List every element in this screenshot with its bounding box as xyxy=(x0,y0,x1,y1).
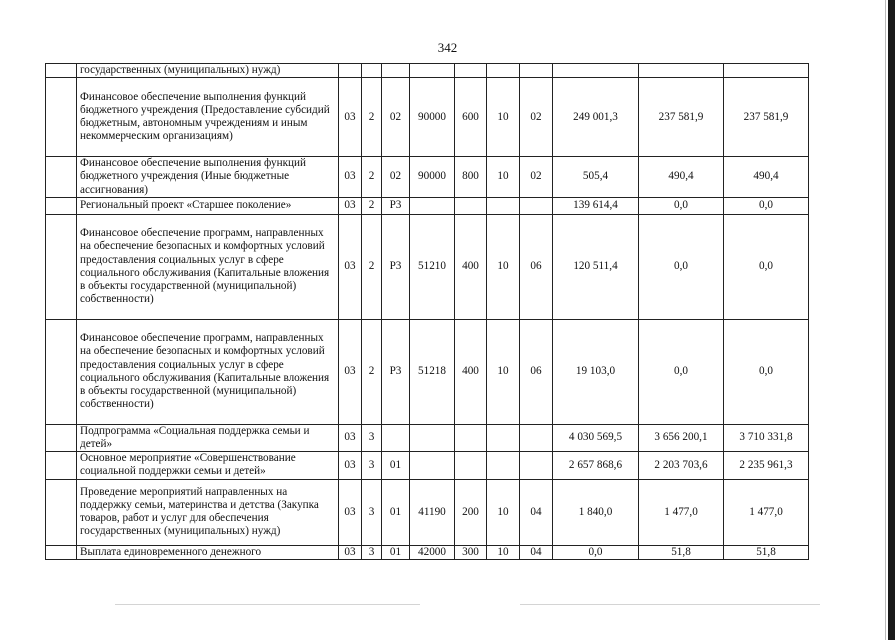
table-row xyxy=(46,319,809,424)
row-code-c7 xyxy=(520,197,553,214)
row-code-c5 xyxy=(455,452,487,479)
row-amount-v2: 0,0 xyxy=(639,319,724,424)
row-description: Финансовое обеспечение программ, направленных на обеспечение безопасных и комфортных условий предоставления социальных услуг в сфере социального обслуживания (Капитальные вложения в объекты государственной (муниципальной) собственности) xyxy=(77,214,339,319)
row-amount-v3: 51,8 xyxy=(724,545,809,559)
row-code-c2: 2 xyxy=(362,214,382,319)
row-amount-v2: 490,4 xyxy=(639,157,724,198)
row-description: Подпрограмма «Социальная поддержка семьи и детей» xyxy=(77,424,339,451)
row-description: Выплата единовременного денежного xyxy=(77,545,339,559)
row-code-c1: 03 xyxy=(339,78,362,157)
table-row xyxy=(46,479,809,545)
row-amount-v3: 0,0 xyxy=(724,319,809,424)
row-code-c6 xyxy=(487,424,520,451)
row-code-c6 xyxy=(487,452,520,479)
row-code-c4 xyxy=(410,197,455,214)
row-code-c7: 06 xyxy=(520,319,553,424)
scan-dark-edge xyxy=(888,0,895,640)
row-code-c4: 90000 xyxy=(410,78,455,157)
row-description: Проведение мероприятий направленных на поддержку семьи, материнства и детства (Закупка товаров, работ и услуг для обеспечения государственных (муниципальных) нужд) xyxy=(77,479,339,545)
row-code-c4 xyxy=(410,452,455,479)
row-code-c4 xyxy=(410,424,455,451)
row-description: Финансовое обеспечение выполнения функций бюджетного учреждения (Иные бюджетные ассигнования) xyxy=(77,157,339,198)
row-code-c2: 2 xyxy=(362,197,382,214)
row-code-c5 xyxy=(455,424,487,451)
row-code-c2: 3 xyxy=(362,424,382,451)
row-code-c4 xyxy=(410,64,455,78)
row-code-c5 xyxy=(455,64,487,78)
table-row xyxy=(46,64,809,78)
row-amount-v1 xyxy=(553,64,639,78)
row-code-c4: 41190 xyxy=(410,479,455,545)
row-code-c7 xyxy=(520,64,553,78)
row-amount-v2: 0,0 xyxy=(639,197,724,214)
row-amount-v1: 120 511,4 xyxy=(553,214,639,319)
row-code-c2: 3 xyxy=(362,479,382,545)
row-code-c3: P3 xyxy=(382,197,410,214)
row-blank-cell xyxy=(46,197,77,214)
table-row xyxy=(46,214,809,319)
page-number: 342 xyxy=(437,40,458,55)
row-code-c3: P3 xyxy=(382,214,410,319)
row-amount-v3: 0,0 xyxy=(724,197,809,214)
row-code-c5 xyxy=(455,197,487,214)
row-code-c2: 2 xyxy=(362,319,382,424)
row-amount-v2: 1 477,0 xyxy=(639,479,724,545)
row-code-c7: 02 xyxy=(520,157,553,198)
row-code-c4: 51218 xyxy=(410,319,455,424)
row-amount-v2: 2 203 703,6 xyxy=(639,452,724,479)
row-code-c1: 03 xyxy=(339,452,362,479)
row-code-c7: 02 xyxy=(520,78,553,157)
row-amount-v1: 1 840,0 xyxy=(553,479,639,545)
row-code-c6 xyxy=(487,197,520,214)
row-description: Финансовое обеспечение программ, направленных на обеспечение безопасных и комфортных условий предоставления социальных услуг в сфере социального обслуживания (Капитальные вложения в объекты государственной (муниципальной) собственности) xyxy=(77,319,339,424)
row-blank-cell xyxy=(46,452,77,479)
table-row xyxy=(46,197,809,214)
row-code-c6 xyxy=(487,64,520,78)
row-code-c1: 03 xyxy=(339,197,362,214)
row-blank-cell xyxy=(46,319,77,424)
row-code-c4: 42000 xyxy=(410,545,455,559)
table-row xyxy=(46,452,809,479)
row-code-c1: 03 xyxy=(339,424,362,451)
scan-artifact-line xyxy=(115,604,420,605)
row-code-c3: P3 xyxy=(382,319,410,424)
row-code-c3: 02 xyxy=(382,157,410,198)
row-code-c5: 400 xyxy=(455,319,487,424)
row-code-c6: 10 xyxy=(487,214,520,319)
row-code-c1: 03 xyxy=(339,319,362,424)
row-code-c6: 10 xyxy=(487,319,520,424)
row-amount-v2 xyxy=(639,64,724,78)
table-row xyxy=(46,78,809,157)
row-amount-v1: 19 103,0 xyxy=(553,319,639,424)
row-code-c7: 04 xyxy=(520,545,553,559)
table-row xyxy=(46,157,809,198)
budget-table xyxy=(45,63,809,560)
row-amount-v3: 1 477,0 xyxy=(724,479,809,545)
row-blank-cell xyxy=(46,545,77,559)
row-amount-v3: 0,0 xyxy=(724,214,809,319)
row-blank-cell xyxy=(46,64,77,78)
row-amount-v3: 490,4 xyxy=(724,157,809,198)
row-blank-cell xyxy=(46,479,77,545)
row-amount-v1: 2 657 868,6 xyxy=(553,452,639,479)
row-blank-cell xyxy=(46,424,77,451)
row-description: Основное мероприятие «Совершенствование социальной поддержки семьи и детей» xyxy=(77,452,339,479)
row-amount-v2: 0,0 xyxy=(639,214,724,319)
row-code-c7: 06 xyxy=(520,214,553,319)
row-code-c5: 400 xyxy=(455,214,487,319)
row-code-c3: 01 xyxy=(382,545,410,559)
row-amount-v1: 505,4 xyxy=(553,157,639,198)
row-code-c3: 02 xyxy=(382,78,410,157)
row-code-c4: 51210 xyxy=(410,214,455,319)
row-code-c6: 10 xyxy=(487,78,520,157)
row-code-c1: 03 xyxy=(339,157,362,198)
row-description: Финансовое обеспечение выполнения функций бюджетного учреждения (Предоставление субсидий бюджетным, автономным учреждениям и иным некоммерческим организациям) xyxy=(77,78,339,157)
row-code-c4: 90000 xyxy=(410,157,455,198)
row-blank-cell xyxy=(46,78,77,157)
row-description: Региональный проект «Старшее поколение» xyxy=(77,197,339,214)
row-blank-cell xyxy=(46,214,77,319)
row-code-c5: 300 xyxy=(455,545,487,559)
row-code-c7 xyxy=(520,452,553,479)
row-code-c1: 03 xyxy=(339,545,362,559)
row-amount-v1: 4 030 569,5 xyxy=(553,424,639,451)
row-description: государственных (муниципальных) нужд) xyxy=(77,64,339,78)
row-amount-v2: 3 656 200,1 xyxy=(639,424,724,451)
row-amount-v2: 237 581,9 xyxy=(639,78,724,157)
table-row xyxy=(46,545,809,559)
row-amount-v2: 51,8 xyxy=(639,545,724,559)
row-code-c2: 3 xyxy=(362,545,382,559)
row-code-c2 xyxy=(362,64,382,78)
row-amount-v3: 2 235 961,3 xyxy=(724,452,809,479)
row-code-c5: 600 xyxy=(455,78,487,157)
row-code-c7: 04 xyxy=(520,479,553,545)
row-code-c3 xyxy=(382,424,410,451)
row-code-c3: 01 xyxy=(382,479,410,545)
row-code-c3: 01 xyxy=(382,452,410,479)
scan-edge-line xyxy=(885,0,886,640)
row-amount-v1: 0,0 xyxy=(553,545,639,559)
row-code-c1: 03 xyxy=(339,479,362,545)
row-amount-v1: 249 001,3 xyxy=(553,78,639,157)
row-code-c6: 10 xyxy=(487,157,520,198)
row-amount-v3 xyxy=(724,64,809,78)
row-amount-v3: 3 710 331,8 xyxy=(724,424,809,451)
row-code-c1 xyxy=(339,64,362,78)
row-code-c5: 800 xyxy=(455,157,487,198)
row-code-c2: 2 xyxy=(362,157,382,198)
row-code-c5: 200 xyxy=(455,479,487,545)
row-code-c2: 2 xyxy=(362,78,382,157)
row-code-c1: 03 xyxy=(339,214,362,319)
row-code-c3 xyxy=(382,64,410,78)
row-code-c7 xyxy=(520,424,553,451)
row-amount-v1: 139 614,4 xyxy=(553,197,639,214)
scan-artifact-line xyxy=(520,604,820,605)
row-code-c6: 10 xyxy=(487,545,520,559)
row-code-c2: 3 xyxy=(362,452,382,479)
row-code-c6: 10 xyxy=(487,479,520,545)
table-row xyxy=(46,424,809,451)
row-blank-cell xyxy=(46,157,77,198)
row-amount-v3: 237 581,9 xyxy=(724,78,809,157)
